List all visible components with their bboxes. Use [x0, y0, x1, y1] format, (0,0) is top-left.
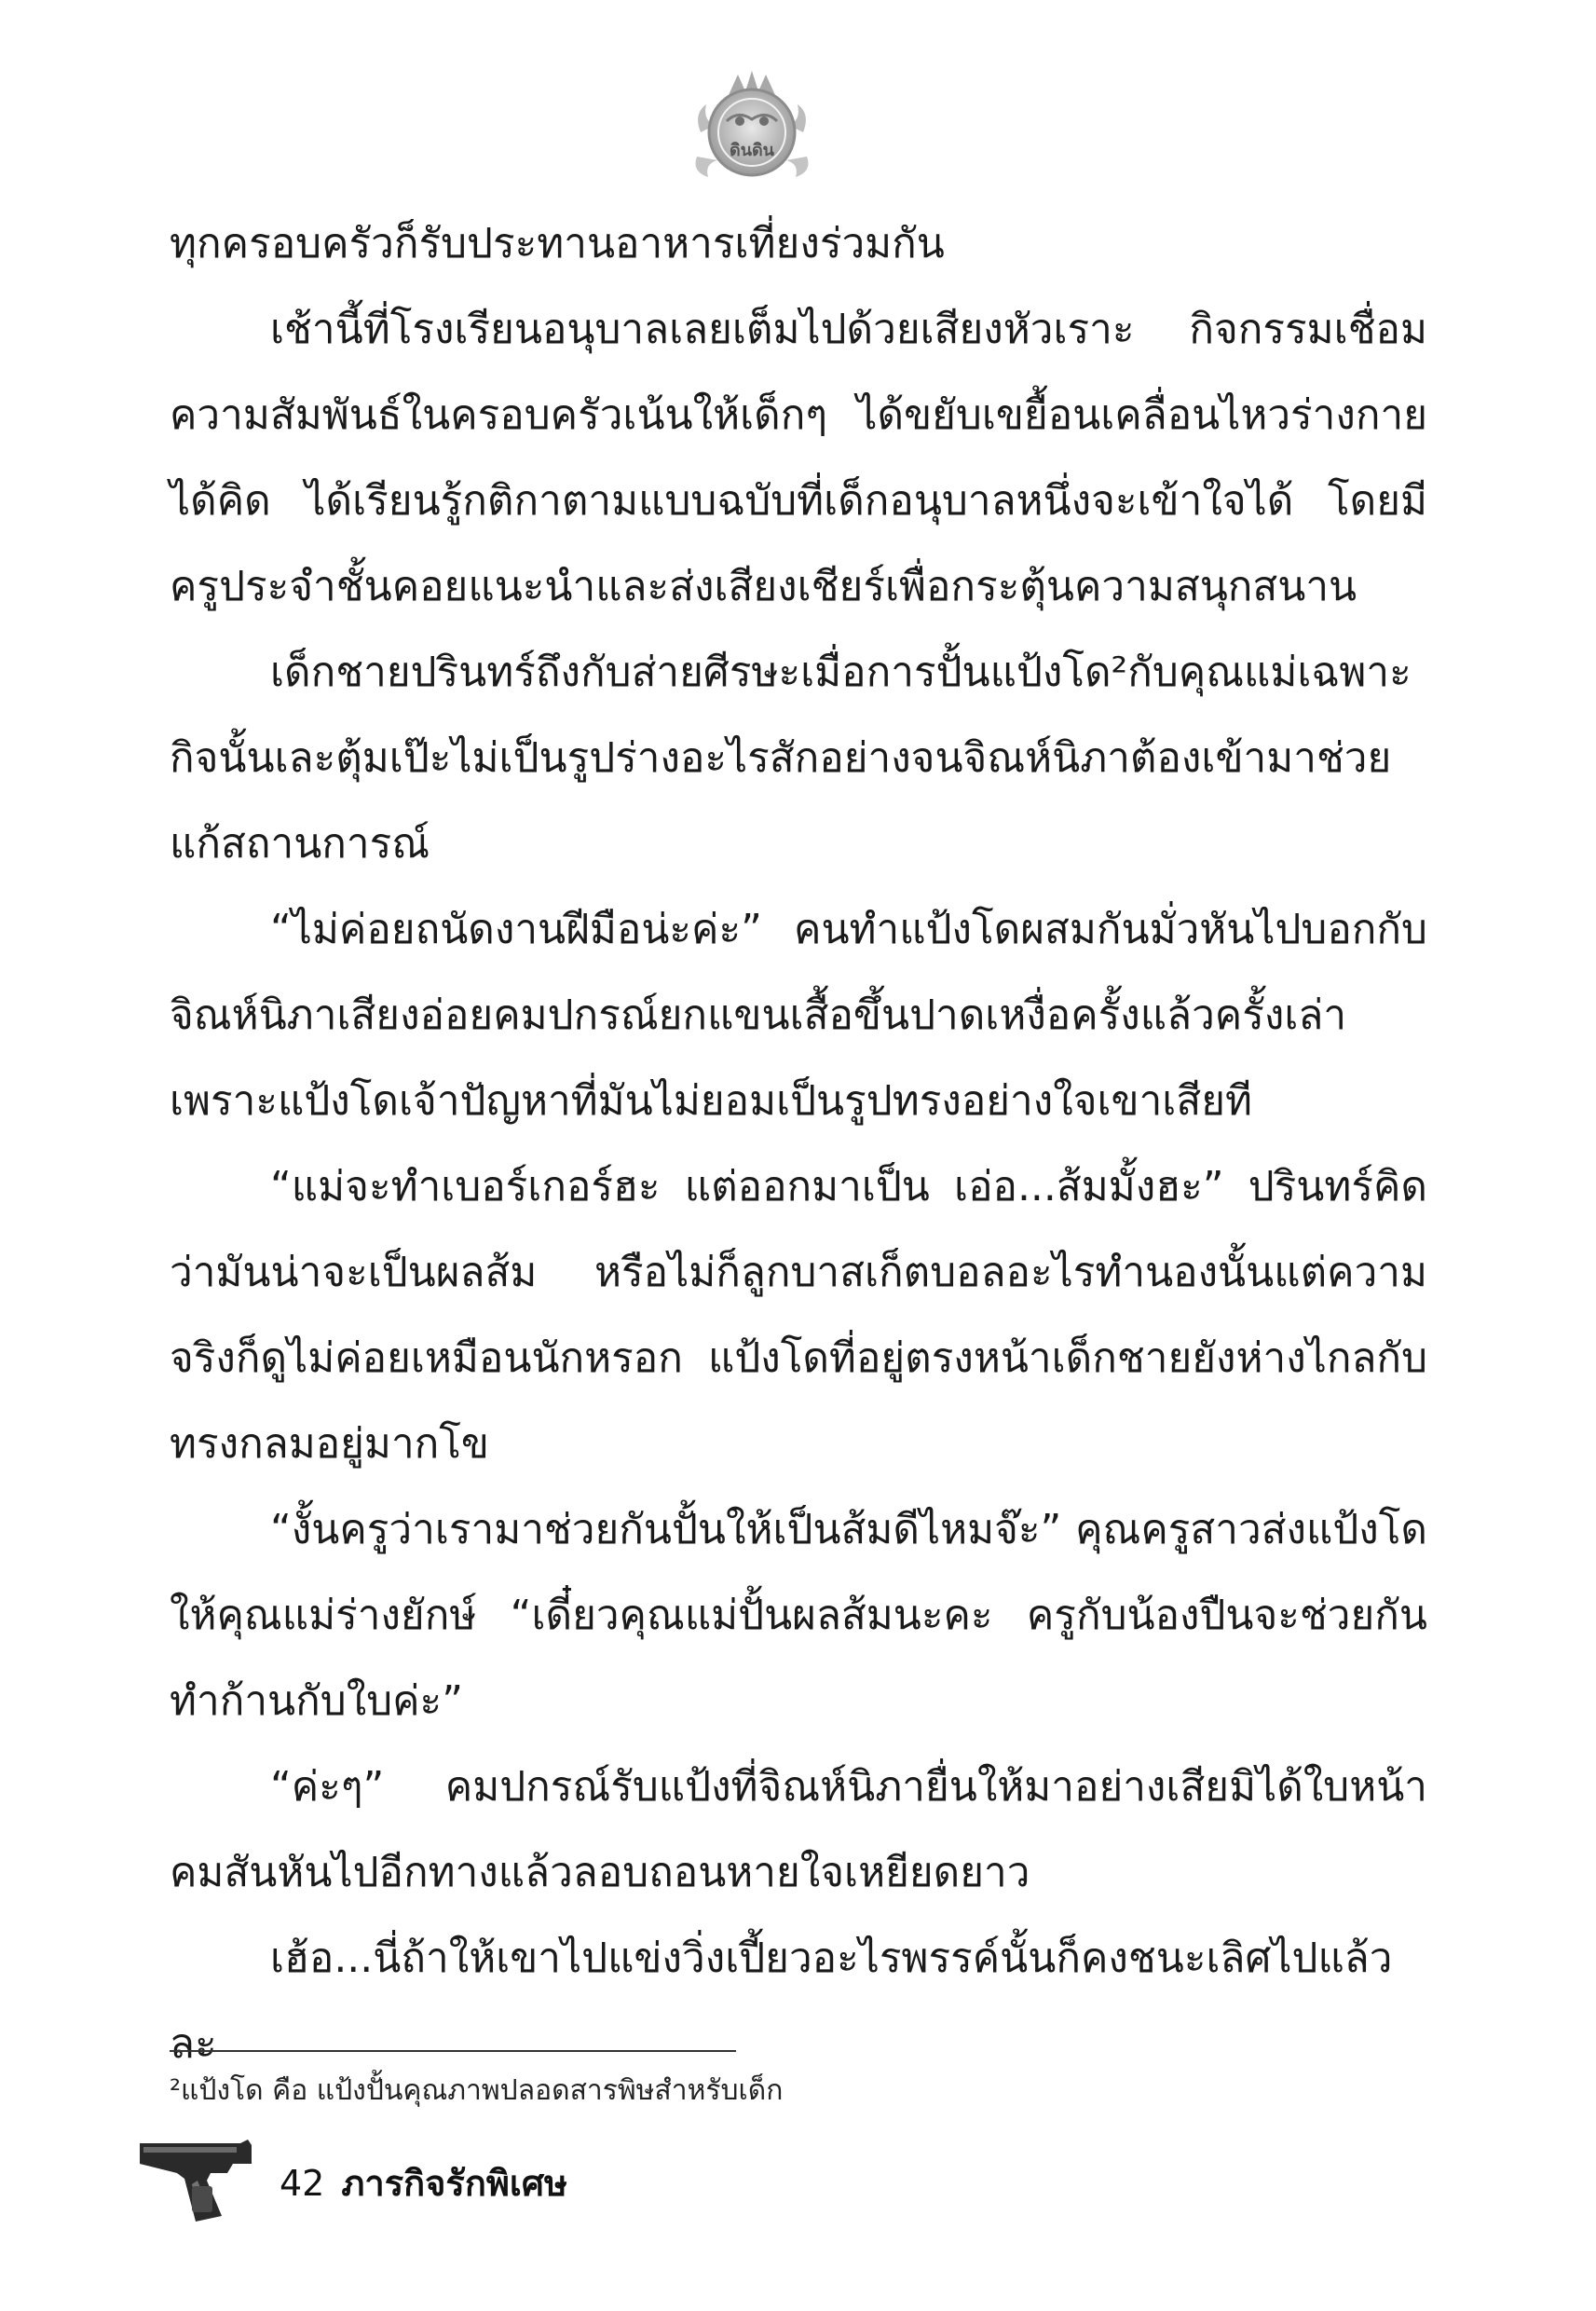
footnote-divider — [170, 2050, 736, 2052]
ornamental-crown-logo-icon — [689, 67, 814, 183]
pistol-icon — [136, 2136, 253, 2223]
book-title: ภารกิจรักพิเศษ — [341, 2163, 568, 2204]
body-paragraph: เช้านี้ที่โรงเรียนอนุบาลเลยเต็มไปด้วยเสียงหัวเราะ กิจกรรมเชื่อมความสัมพันธ์ในครอบครัวเน้นให้เด็กๆ ได้ขยับเขยื้อนเคลื่อนไหวร่างกาย ได้คิด ได้เรียนรู้กติกาตามแบบฉบับที่เด็กอนุบาลหนึ่งจะเข้าใจได้ โดยมีครูประจำชั้นคอยแนะนำและส่งเสียงเชียร์เพื่อกระตุ้นความสนุกสนาน — [170, 306, 1427, 610]
page-number: 42 — [280, 2163, 325, 2204]
page-footer — [280, 2160, 567, 2207]
body-paragraph: “ค่ะๆ” คมปกรณ์รับแป้งที่จิณห์นิภายื่นให้มาอย่างเสียมิได้ใบหน้าคมสันหันไปอีกทางแล้วลอบถอนหายใจเหยียดยาว — [170, 1763, 1427, 1896]
body-text — [170, 201, 1427, 2087]
body-paragraph: ทุกครอบครัวก็รับประทานอาหารเที่ยงร่วมกัน — [170, 220, 945, 267]
body-paragraph: เฮ้อ...นี่ถ้าให้เขาไปแข่งวิ่งเปี้ยวอะไรพรรค์นั้นก็คงชนะเลิศไปแล้วละ — [170, 1935, 1393, 2068]
footnote: ²แป้งโด คือ แป้งปั้นคุณภาพปลอดสารพิษสำหรับเด็ก — [170, 2074, 784, 2107]
body-paragraph: “งั้นครูว่าเรามาช่วยกันปั้นให้เป็นส้มดีไหมจ๊ะ” คุณครูสาวส่งแป้งโดให้คุณแม่ร่างยักษ์ “เดี๋ยวคุณแม่ปั้นผลส้มนะคะ ครูกับน้องปืนจะช่วยกันทำก้านกับใบค่ะ” — [170, 1506, 1427, 1725]
body-paragraph: “แม่จะทำเบอร์เกอร์ฮะ แต่ออกมาเป็น เอ่อ...ส้มมั้งฮะ” ปรินทร์คิดว่ามันน่าจะเป็นผลส้ม หรือไม่ก็ลูกบาสเก็ตบอลอะไรทำนองนั้นแต่ความจริงก็ดูไม่ค่อยเหมือนนักหรอก แป้งโดที่อยู่ตรงหน้าเด็กชายยังห่างไกลกับทรงกลมอยู่มากโข — [170, 1163, 1427, 1468]
body-paragraph: เด็กชายปรินทร์ถึงกับส่ายศีรษะเมื่อการปั้นแป้งโด²กับคุณแม่เฉพาะกิจนั้นเละตุ้มเป๊ะไม่เป็นรูปร่างอะไรสักอย่างจนจิณห์นิภาต้องเข้ามาช่วยแก้สถานการณ์ — [170, 649, 1412, 868]
body-paragraph: “ไม่ค่อยถนัดงานฝีมือน่ะค่ะ” คนทำแป้งโดผสมกันมั่วหันไปบอกกับจิณห์นิภาเสียงอ่อยคมปกรณ์ยกแขนเสื้อขึ้นปาดเหงื่อครั้งแล้วครั้งเล่าเพราะแป้งโดเจ้าปัญหาที่มันไม่ยอมเป็นรูปทรงอย่างใจเขาเสียที — [170, 906, 1427, 1125]
logo-text: ดินดิน — [730, 141, 774, 160]
